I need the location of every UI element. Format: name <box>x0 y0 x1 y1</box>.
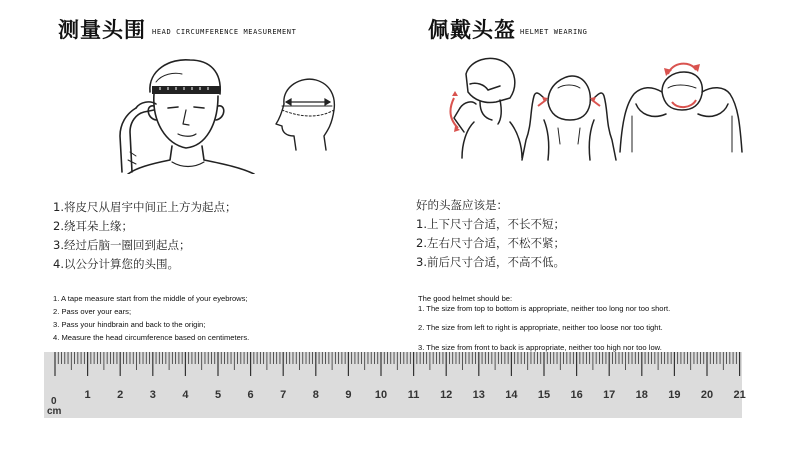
ruler-ticks <box>44 352 742 418</box>
ruler-number: 12 <box>440 389 453 401</box>
ruler-number: 7 <box>280 389 287 401</box>
wearing-step-cn-2: 2.左右尺寸合适，不松不紧； <box>416 236 565 250</box>
ruler-number: 20 <box>700 389 714 401</box>
ruler-number: 6 <box>247 389 254 401</box>
ruler-number: 9 <box>345 389 352 401</box>
wearing-step-en-2: 2. The size from left to right is appropriate, neither too loose nor too tight. <box>418 323 663 332</box>
ruler-number: 18 <box>635 389 648 401</box>
wearing-step-cn-1: 1.上下尺寸合适，不长不短； <box>416 217 565 231</box>
measure-step-en-1: 1. A tape measure start from the middle of your eyebrows; <box>53 294 248 303</box>
measure-step-cn-4: 4.以公分计算您的头围。 <box>53 257 179 271</box>
helmet-wearing-adjust-illustration <box>612 52 746 154</box>
measure-step-en-2: 2. Pass over your ears; <box>53 307 132 316</box>
ruler-number: 4 <box>182 389 189 401</box>
ruler <box>44 352 746 418</box>
head-measuring-illustration <box>110 52 270 174</box>
ruler-zero-unit <box>47 397 61 417</box>
ruler-number: 11 <box>407 389 420 401</box>
wearing-step-en-3: 3. The size from front to back is appropriate, neither too high nor too low. <box>418 343 662 352</box>
ruler-number: 21 <box>733 389 746 401</box>
ruler-number: 3 <box>149 389 156 401</box>
measure-step-cn-3: 3.经过后脑一圈回到起点； <box>53 238 191 252</box>
wearing-step-en-1: 1. The size from top to bottom is appropriate, neither too long nor too short. <box>418 304 671 313</box>
wearing-title-en: HELMET WEARING <box>520 28 588 36</box>
measure-steps-en <box>53 292 249 344</box>
measure-step-cn-2: 2.绕耳朵上缘； <box>53 219 133 233</box>
wearing-steps-cn <box>416 196 565 272</box>
ruler-number: 13 <box>472 389 485 401</box>
ruler-number: 14 <box>505 389 518 401</box>
ruler-number: 8 <box>312 389 319 401</box>
ruler-number: 1 <box>84 389 91 401</box>
ruler-number: 17 <box>603 389 616 401</box>
ruler-number: 5 <box>214 389 222 401</box>
wearing-intro-cn: 好的头盔应该是： <box>416 198 508 212</box>
wearing-step-cn-3: 3.前后尺寸合适，不高不低。 <box>416 255 565 269</box>
wearing-title-cn: 佩戴头盔 <box>428 18 516 42</box>
ruler-number: 15 <box>537 389 551 401</box>
measure-steps-cn <box>53 198 236 274</box>
measure-step-en-3: 3. Pass your hindbrain and back to the origin; <box>53 320 206 329</box>
ruler-number: 16 <box>570 389 583 401</box>
measure-step-cn-1: 1.将皮尺从眉宇中间正上方为起点； <box>53 200 237 214</box>
helmet-wearing-back-illustration <box>518 70 618 162</box>
measure-step-en-4: 4. Measure the head circumference based on centimeters. <box>53 333 250 342</box>
head-profile-illustration <box>272 74 342 154</box>
wearing-intro-en: The good helmet should be: <box>418 294 513 303</box>
measure-title-cn: 测量头围 <box>58 18 146 42</box>
ruler-zero: 0 <box>51 396 57 407</box>
ruler-number: 19 <box>668 389 681 401</box>
ruler-number: 10 <box>374 389 388 401</box>
ruler-unit-label: cm <box>47 406 62 417</box>
measure-title-en: HEAD CIRCUMFERENCE MEASUREMENT <box>152 28 297 36</box>
ruler-number: 2 <box>117 389 124 401</box>
